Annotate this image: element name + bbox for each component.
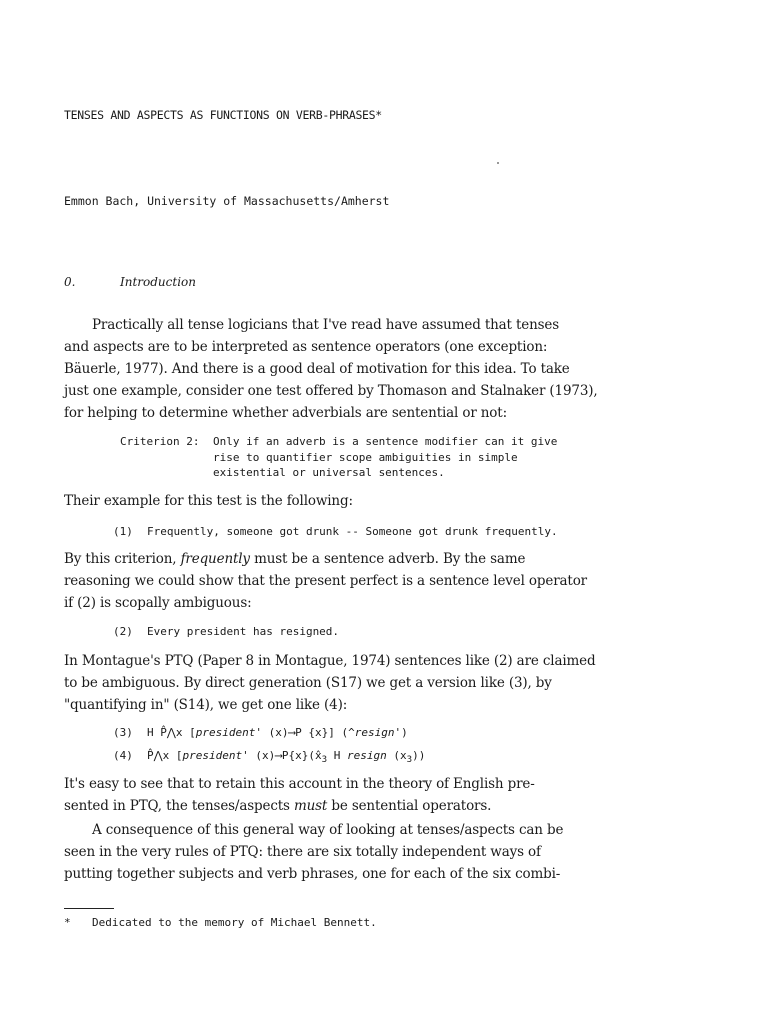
paragraph-line: A consequence of this general way of looking at tenses/aspects can be: [92, 822, 564, 838]
paragraph-line: "quantifying in" (S14), we get one like (4):: [64, 697, 348, 713]
paragraph-line: putting together subjects and verb phrases, one for each of the six combi-: [64, 866, 561, 882]
criterion-line: rise to quantifier scope ambiguities in simple: [213, 451, 518, 464]
paper-title: TENSES AND ASPECTS AS FUNCTIONS ON VERB-PHRASES*: [64, 108, 382, 122]
footnote-text: Dedicated to the memory of Michael Bennett.: [92, 916, 377, 929]
scan-speck: [497, 162, 499, 164]
paragraph-line: to be ambiguous. By direct generation (S17) we get a version like (3), by: [64, 675, 552, 691]
formula: P̂⋀x [president' $(x)⟶P\{x\}(x̂_3$ H resign $(x_3)$): [147, 749, 426, 766]
paragraph-line: just one example, consider one test offered by Thomason and Stalnaker (1973),: [64, 383, 598, 399]
section-number: 0.: [64, 275, 76, 289]
paragraph-line: It's easy to see that to retain this account in the theory of English pre-: [64, 776, 535, 792]
example-number: (2): [113, 625, 133, 638]
criterion-line: existential or universal sentences.: [213, 466, 445, 479]
emphasis: must: [293, 798, 328, 814]
emphasis: frequently: [180, 551, 250, 567]
example-intro: Their example for this test is the following:: [64, 493, 353, 509]
formula-number: (4): [113, 749, 133, 762]
paragraph-line: Bäuerle, 1977). And there is a good deal of motivation for this idea. To take: [64, 361, 570, 377]
paragraph-line: In Montague's PTQ (Paper 8 in Montague, 1974) sentences like (2) are claimed: [64, 653, 596, 669]
example-number: (1): [113, 525, 133, 538]
section-title: Introduction: [120, 275, 196, 289]
paragraph-line: for helping to determine whether adverbials are sentential or not:: [64, 405, 507, 421]
paragraph-line: reasoning we could show that the present perfect is a sentence level operator: [64, 573, 587, 589]
example-sentence: Frequently, someone got drunk -- Someone got drunk frequently.: [147, 525, 558, 538]
formula-number: (3): [113, 726, 133, 739]
formula: H P̂⋀x [president' (x)⟶P {x}] (^resign'): [147, 726, 408, 739]
paragraph-line: and aspects are to be interpreted as sentence operators (one exception:: [64, 339, 548, 355]
paragraph-line: sented in PTQ, the tenses/aspects must be sentential operators.: [64, 798, 492, 814]
footnote-rule: [64, 908, 114, 909]
paragraph-line: if (2) is scopally ambiguous:: [64, 595, 252, 611]
author-line: Emmon Bach, University of Massachusetts/Amherst: [64, 194, 390, 208]
example-sentence: Every president has resigned.: [147, 625, 340, 638]
criterion-label: Criterion 2:: [120, 435, 200, 448]
footnote-mark: *: [64, 916, 71, 929]
paragraph-line: seen in the very rules of PTQ: there are six totally independent ways of: [64, 844, 541, 860]
paragraph-line: Practically all tense logicians that I've read have assumed that tenses: [92, 317, 560, 333]
paragraph-line: By this criterion, frequently must be a sentence adverb. By the same: [64, 551, 526, 567]
criterion-line: Only if an adverb is a sentence modifier can it give: [213, 435, 558, 448]
